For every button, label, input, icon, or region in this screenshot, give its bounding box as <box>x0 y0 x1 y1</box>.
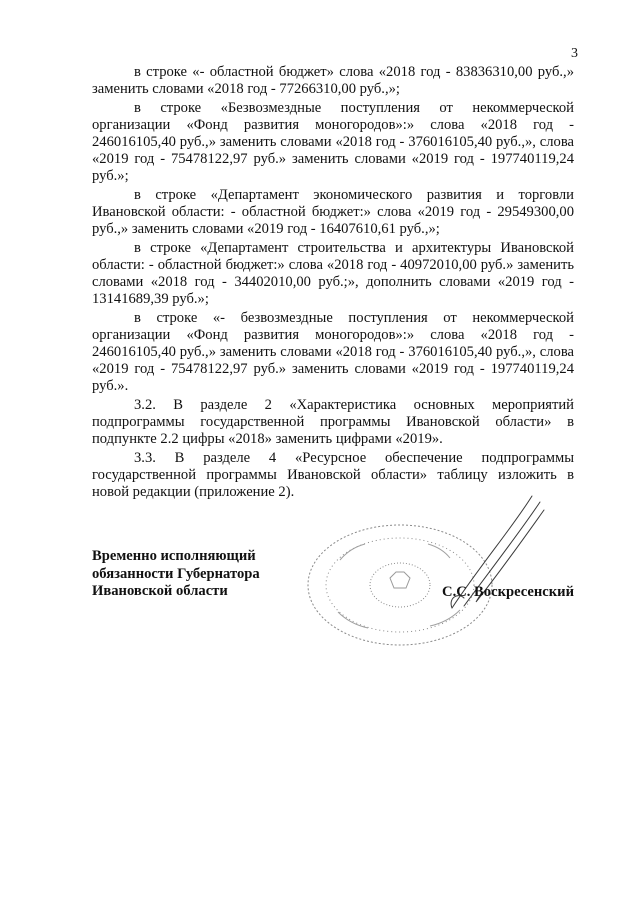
signature-block <box>92 548 574 658</box>
signer-position-line-1: Временно исполняющий <box>92 548 256 564</box>
signer-position-line-3: Ивановской области <box>92 583 228 599</box>
paragraph-section-3-2: 3.2. В разделе 2 «Характеристика основных мероприятий подпрограммы государственной программы Ивановской области» в подпункте 2.2 цифры «2018» заменить цифрами «2019». <box>92 397 574 447</box>
paragraph-free-receipts: в строке «Безвозмездные поступления от некоммерческой организации «Фонд развития моногородов»:» слова «2018 год - 246016105,40 руб.,» заменить словами «2018 год - 376016105,40 руб.,», слова «2019 год - 75478122,97 руб.» заменить словами «2019 год - 197740119,24 руб.»; <box>92 100 574 184</box>
paragraph-free-receipts-2: в строке «- безвозмездные поступления от некоммерческой организации «Фонд развития моногородов»:» слова «2018 год - 246016105,40 руб.,» заменить словами «2018 год - 376016105,40 руб.,», слова «2019 год - 75478122,97 руб.» заменить словами «2019 год - 197740119,24 руб.». <box>92 310 574 394</box>
page-number: 3 <box>571 46 578 61</box>
signer-name: С.С. Воскресенский <box>442 584 574 600</box>
signer-position-line-2: обязанности Губернатора <box>92 565 260 582</box>
paragraph-section-3-3: 3.3. В разделе 4 «Ресурсное обеспечение подпрограммы государственной программы Ивановской области» таблицу изложить в новой редакции (приложение 2). <box>92 450 574 500</box>
signer-position <box>92 548 260 601</box>
paragraph-construction-department: в строке «Департамент строительства и архитектуры Ивановской области: - областной бюджет:» слова «2018 год - 40972010,00 руб.» заменить словами «2018 год - 34402010,00 руб.;», дополнить словами «2019 год - 13141689,39 руб.»; <box>92 240 574 307</box>
paragraph-economic-department: в строке «Департамент экономического развития и торговли Ивановской области: - областной бюджет:» слова «2019 год - 29549300,00 руб.,» заменить словами «2019 год - 16407610,61 руб.,»; <box>92 187 574 237</box>
paragraph-regional-budget: в строке «- областной бюджет» слова «2018 год - 83836310,00 руб.,» заменить словами «2018 год - 77266310,00 руб.,»; <box>92 64 574 97</box>
document-body <box>92 64 574 503</box>
